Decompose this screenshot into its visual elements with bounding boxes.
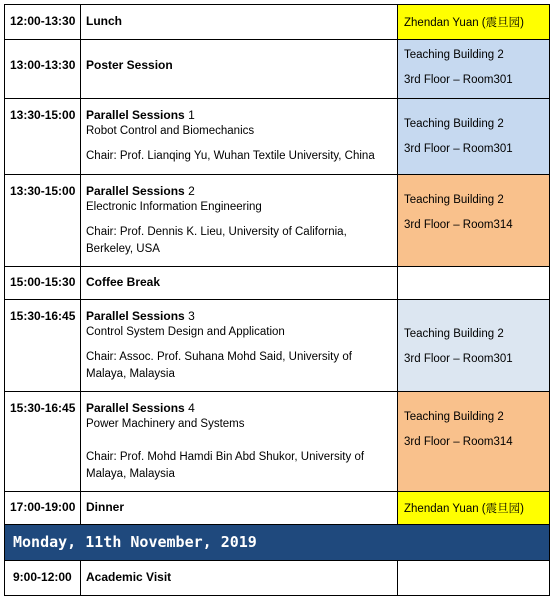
day-banner-text: Monday, 11th November, 2019 [13,533,257,551]
event-cell [80,99,398,175]
schedule-row-lunch [4,4,550,40]
time-cell [4,99,81,175]
location-line-1: Zhendan Yuan (震旦园) [404,17,524,29]
schedule-row-session-4 [4,392,550,492]
schedule-row-dinner [4,492,550,525]
location-cell [397,492,550,525]
event-subtitle: Electronic Information Engineering [86,201,262,213]
location-cell [397,300,550,392]
location-line-1: Zhendan Yuan (震旦园) [404,503,524,515]
time-text: 13:30-15:00 [10,184,76,198]
location-line-2: 3rd Floor – Room314 [404,436,513,448]
event-cell [80,561,398,596]
location-line-1: Teaching Building 2 [404,49,504,61]
location-cell [397,4,550,40]
event-chair: Chair: Assoc. Prof. Suhana Mohd Said, University of Malaya, Malaysia [86,351,352,380]
location-cell [397,561,550,596]
time-cell [4,175,81,267]
location-line-1: Teaching Building 2 [404,411,504,423]
event-cell [80,300,398,392]
time-cell [4,40,81,99]
schedule-row-poster [4,40,550,99]
schedule-row-session-3 [4,300,550,392]
event-title: Parallel Sessions 4 [86,401,195,415]
time-cell [4,4,81,40]
time-text: 12:00-13:30 [10,14,76,28]
schedule-row-session-1 [4,99,550,175]
event-title: Parallel Sessions 2 [86,184,195,198]
event-cell [80,492,398,525]
event-cell [80,175,398,267]
location-line-2: 3rd Floor – Room314 [404,219,513,231]
event-title: Academic Visit [86,570,172,584]
time-text: 17:00-19:00 [10,500,76,514]
event-subtitle: Robot Control and Biomechanics [86,125,255,137]
location-line-1: Teaching Building 2 [404,328,504,340]
event-chair: Chair: Prof. Dennis K. Lieu, University of California, Berkeley, USA [86,226,347,255]
event-title: Parallel Sessions 3 [86,309,195,323]
time-text: 15:30-16:45 [10,309,76,323]
location-cell [397,392,550,492]
location-cell [397,99,550,175]
location-cell [397,40,550,99]
time-cell [4,300,81,392]
schedule-row-coffee [4,267,550,300]
event-chair: Chair: Prof. Mohd Hamdi Bin Abd Shukor, University of Malaya, Malaysia [86,451,365,480]
time-text: 15:00-15:30 [10,275,76,289]
event-cell [80,267,398,300]
location-line-1: Teaching Building 2 [404,194,504,206]
location-cell [397,175,550,267]
schedule-row-academic-visit [4,561,550,596]
time-text: 15:30-16:45 [10,401,76,415]
event-chair: Chair: Prof. Lianqing Yu, Wuhan Textile University, China [86,150,375,162]
event-cell [80,4,398,40]
event-title: Coffee Break [86,275,161,289]
event-title: Dinner [86,500,125,514]
time-text: 13:00-13:30 [10,58,76,72]
location-line-1: Teaching Building 2 [404,118,504,130]
location-cell [397,267,550,300]
time-cell [4,561,81,596]
event-subtitle: Power Machinery and Systems [86,418,245,430]
time-text: 9:00-12:00 [13,570,72,584]
event-title: Parallel Sessions 1 [86,108,195,122]
event-cell [80,40,398,99]
location-line-2: 3rd Floor – Room301 [404,74,513,86]
event-cell [80,392,398,492]
time-text: 13:30-15:00 [10,108,76,122]
time-cell [4,267,81,300]
event-title: Poster Session [86,58,173,72]
time-cell [4,392,81,492]
location-line-2: 3rd Floor – Room301 [404,143,513,155]
schedule-row-session-2 [4,175,550,267]
day-banner [4,524,550,561]
event-subtitle: Control System Design and Application [86,326,285,338]
event-title: Lunch [86,14,122,28]
time-cell [4,492,81,525]
location-line-2: 3rd Floor – Room301 [404,353,513,365]
